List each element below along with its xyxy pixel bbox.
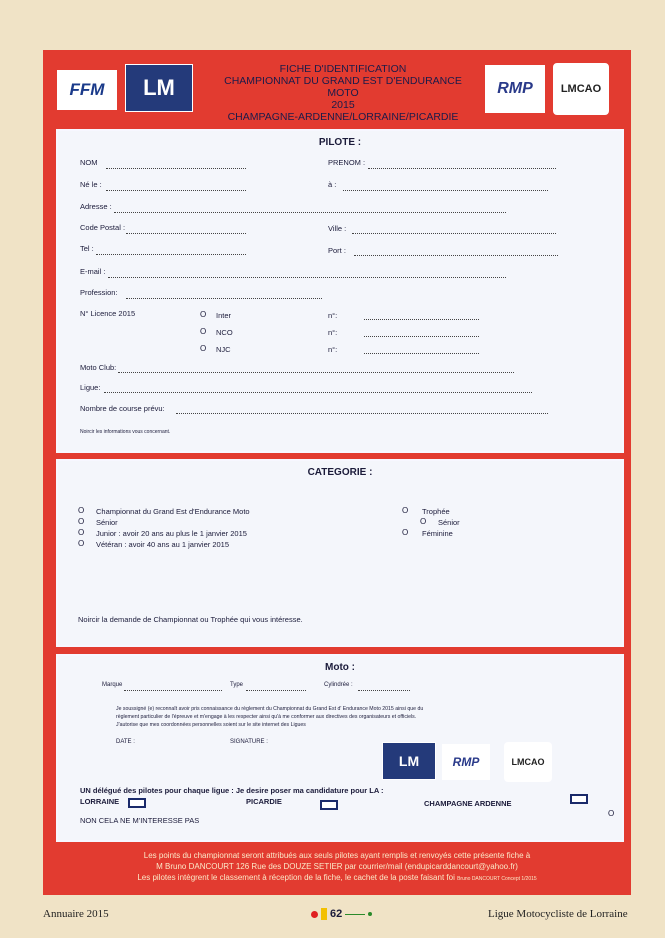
- profession-field[interactable]: [126, 297, 322, 299]
- rmp-logo: RMP: [485, 65, 545, 113]
- ligue-field[interactable]: [104, 391, 532, 393]
- footer-notice: [43, 850, 631, 885]
- delegue-text: UN délégué des pilotes pour chaque ligue : Je desire poser ma candidature pour LA :: [80, 786, 384, 795]
- champagne-label: CHAMPAGNE ARDENNE: [424, 799, 512, 808]
- ville-label: Ville :: [328, 224, 347, 233]
- moto-club-label: Moto Club:: [80, 363, 117, 372]
- junior-radio[interactable]: O: [78, 528, 85, 537]
- lm-logo: LM: [125, 64, 193, 112]
- trophee-label: Trophée: [422, 507, 450, 516]
- tel-label: Tel :: [80, 244, 94, 253]
- tel-field[interactable]: [96, 253, 246, 255]
- veteran-label: Vétéran : avoir 40 ans au 1 janvier 2015: [96, 540, 230, 549]
- declaration-line-1: Je soussigné (e) reconnaît avoir pris connaissance du règlement du Championnat du Grand Est d' Endurance Moto 2015 ainsi que du: [116, 706, 424, 712]
- code-postal-field[interactable]: [126, 232, 246, 234]
- profession-label: Profession:: [80, 288, 118, 297]
- feminine-radio[interactable]: O: [402, 528, 409, 537]
- code-postal-label: Code Postal :: [80, 223, 126, 232]
- a-label: à :: [328, 180, 337, 189]
- njc-number-field[interactable]: [364, 352, 479, 354]
- date-label: DATE :: [116, 739, 135, 745]
- lorraine-checkbox[interactable]: [128, 798, 146, 808]
- inter-number-label: n°:: [328, 311, 338, 320]
- cylindree-field[interactable]: [358, 689, 410, 691]
- ligue-footer-label: Ligue Motocycliste de Lorraine: [488, 908, 628, 920]
- moto-title: Moto :: [325, 662, 355, 673]
- senior-label: Sénior: [96, 518, 118, 527]
- rmp-logo-small: RMP: [442, 744, 490, 780]
- signature-label: SIGNATURE :: [230, 739, 268, 745]
- junior-label: Junior : avoir 20 ans au plus le 1 janvier 2015: [96, 529, 247, 538]
- title-line-2: CHAMPIONNAT DU GRAND EST D'ENDURANCE MOTO: [224, 75, 462, 99]
- nco-number-label: n°:: [328, 328, 338, 337]
- email-field[interactable]: [108, 276, 506, 278]
- lm-logo-small: LM: [382, 742, 436, 780]
- green-dot-icon: [368, 912, 372, 916]
- green-line-icon: [345, 914, 365, 915]
- nb-course-field[interactable]: [176, 412, 548, 414]
- lorraine-label: LORRAINE: [80, 797, 120, 806]
- nb-course-label: Nombre de course prévu:: [80, 404, 165, 413]
- page-number: [311, 908, 372, 920]
- footer-line-2: M Bruno DANCOURT 126 Rue des DOUZE SETIER par courrier/mail (endupicarddancourt@yahoo.fr): [156, 862, 518, 871]
- prenom-field[interactable]: [368, 167, 556, 169]
- pilote-note: Noircir les informations vous concernant.: [80, 429, 171, 435]
- email-label: E-mail :: [80, 267, 106, 276]
- yellow-bar-icon: [321, 908, 327, 920]
- nco-number-field[interactable]: [364, 335, 479, 337]
- inter-number-field[interactable]: [364, 318, 479, 320]
- inter-radio[interactable]: O: [200, 310, 207, 319]
- cylindree-label: Cylindrée :: [324, 682, 353, 688]
- trophee-senior-label: Sénior: [438, 518, 460, 527]
- ffm-logo: FFM: [57, 70, 117, 110]
- non-interesse-label: NON CELA NE M'INTERESSE PAS: [80, 816, 200, 825]
- adresse-label: Adresse :: [80, 202, 112, 211]
- port-field[interactable]: [354, 254, 558, 256]
- declaration-line-2: règlement particulier de l'épreuve et m'engage à les respecter ainsi qu'à me conformer aux directives des organisateurs et officiels.: [116, 714, 417, 720]
- nco-label: NCO: [216, 328, 233, 337]
- ville-field[interactable]: [352, 232, 556, 234]
- type-label: Type: [230, 682, 244, 688]
- footer-line-3-text: Les pilotes intègrent le classement à réception de la fiche, le cachet de la poste faisant foi: [137, 873, 455, 882]
- pilote-section: [56, 129, 624, 453]
- title-line-1: FICHE D'IDENTIFICATION: [279, 63, 407, 75]
- annuaire-label: Annuaire 2015: [43, 908, 109, 920]
- type-field[interactable]: [246, 689, 306, 691]
- licence-label: N° Licence 2015: [80, 309, 136, 318]
- trophee-radio[interactable]: O: [402, 506, 409, 515]
- lmcao-logo: LMCAO: [553, 63, 609, 115]
- champagne-checkbox[interactable]: [570, 794, 588, 804]
- feminine-label: Féminine: [422, 529, 453, 538]
- categorie-section: [56, 459, 624, 647]
- ne-le-field[interactable]: [106, 189, 246, 191]
- port-label: Port :: [328, 246, 346, 255]
- picardie-label: PICARDIE: [246, 797, 282, 806]
- footer-credit: Bruno DANCOURT Concept 1/2015: [457, 876, 537, 882]
- footer-line-1: Les points du championnat seront attribués aux seuls pilotes ayant remplis et renvoyés cette présente fiche à: [143, 851, 531, 860]
- veteran-radio[interactable]: O: [78, 539, 85, 548]
- moto-section: [56, 654, 624, 842]
- marque-field[interactable]: [124, 689, 222, 691]
- nom-field[interactable]: [106, 167, 246, 169]
- championnat-label: Championnat du Grand Est d'Endurance Moto: [96, 507, 250, 516]
- title-line-4: CHAMPAGNE-ARDENNE/LORRAINE/PICARDIE: [227, 111, 459, 123]
- declaration-line-3: J'autorise que mes coordonnées personnelles soient sur le site internet des Ligues: [116, 722, 306, 728]
- categorie-note: Noircir la demande de Championnat ou Trophée qui vous intéresse.: [78, 615, 303, 624]
- prenom-label: PRENOM :: [328, 158, 366, 167]
- header: [43, 50, 631, 124]
- senior-radio[interactable]: O: [78, 517, 85, 526]
- ne-le-label: Né le :: [80, 180, 102, 189]
- form-title: [208, 63, 478, 123]
- pilote-title: PILOTE :: [318, 137, 362, 148]
- a-field[interactable]: [343, 189, 548, 191]
- moto-club-field[interactable]: [118, 371, 514, 373]
- inter-label: Inter: [216, 311, 232, 320]
- form-sheet: [43, 50, 631, 895]
- nom-label: NOM: [80, 158, 98, 167]
- njc-number-label: n°:: [328, 345, 338, 354]
- lmcao-logo-small: LMCAO: [504, 742, 552, 782]
- championnat-radio[interactable]: O: [78, 506, 85, 515]
- trophee-senior-radio[interactable]: O: [420, 517, 427, 526]
- marque-label: Marque: [102, 682, 123, 688]
- footer-line-3: [43, 872, 631, 885]
- nco-radio[interactable]: O: [200, 327, 207, 336]
- njc-radio[interactable]: O: [200, 344, 207, 353]
- categorie-title: CATEGORIE :: [307, 467, 373, 478]
- ligue-label: Ligue:: [80, 383, 101, 392]
- page-number-text: 62: [330, 908, 343, 920]
- non-interesse-radio[interactable]: O: [608, 809, 615, 818]
- njc-label: NJC: [216, 345, 231, 354]
- picardie-checkbox[interactable]: [320, 800, 338, 810]
- red-dot-icon: [311, 911, 318, 918]
- adresse-field[interactable]: [114, 211, 506, 213]
- title-line-3: 2015: [331, 99, 355, 111]
